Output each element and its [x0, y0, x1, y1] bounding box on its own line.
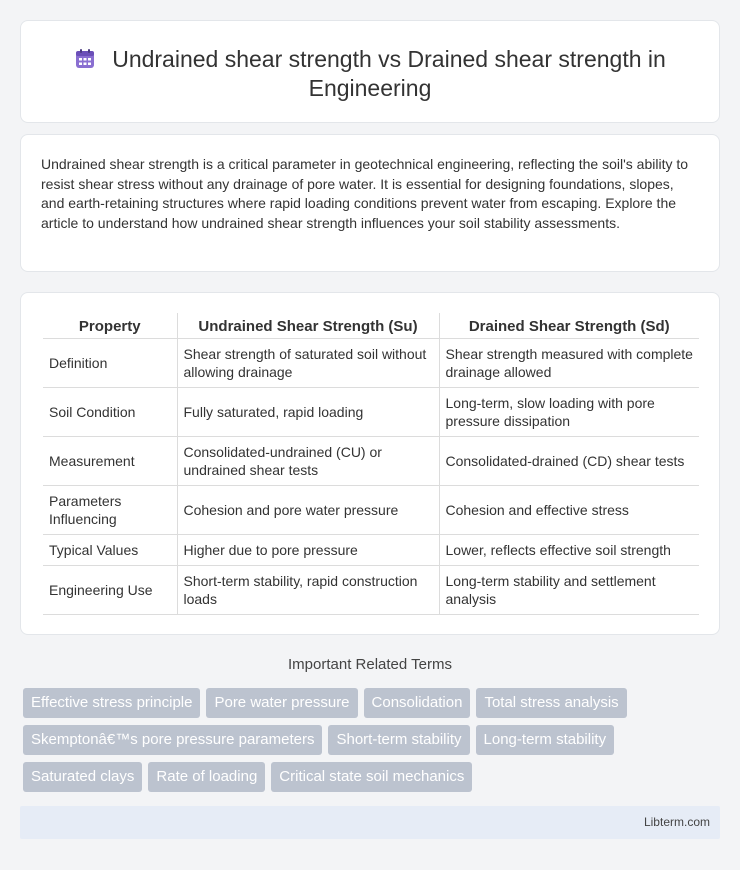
cell-drained: Lower, reflects effective soil strength: [439, 534, 699, 565]
cell-drained: Long-term, slow loading with pore pressure dissipation: [439, 387, 699, 436]
intro-paragraph: Undrained shear strength is a critical parameter in geotechnical engineering, reflecting the soil's ability to resist shear stress without any drainage of pore water. It is essential for designing foundations, slopes, and earth-retaining structures where rapid loading conditions prevent water from escaping. Explore the article to understand how undrained shear strength influences your soil stability assessments.: [41, 156, 689, 231]
cell-undrained: Cohesion and pore water pressure: [177, 485, 439, 534]
table-row: [43, 485, 699, 534]
cell-undrained: Fully saturated, rapid loading: [177, 387, 439, 436]
comparison-table: [43, 313, 699, 615]
intro-card: [20, 134, 720, 272]
cell-undrained: Shear strength of saturated soil without allowing drainage: [177, 338, 439, 387]
tag-saturated-clays[interactable]: Saturated clays: [23, 762, 142, 792]
related-terms-list: [23, 688, 703, 792]
page-title: [21, 45, 719, 103]
header-property: Property: [43, 313, 177, 338]
cell-property: Measurement: [43, 436, 177, 485]
table-row: [43, 338, 699, 387]
tag-pore-water-pressure[interactable]: Pore water pressure: [206, 688, 357, 718]
tag-critical-state-soil-mechanics[interactable]: Critical state soil mechanics: [271, 762, 472, 792]
table-header-row: [43, 313, 699, 338]
cell-property: Engineering Use: [43, 565, 177, 614]
comparison-card: [20, 292, 720, 635]
related-terms-heading: Important Related Terms: [288, 656, 452, 673]
header-drained: Drained Shear Strength (Sd): [439, 313, 699, 338]
tag-long-term-stability[interactable]: Long-term stability: [476, 725, 615, 755]
cell-drained: Consolidated-drained (CD) shear tests: [439, 436, 699, 485]
table-row: [43, 534, 699, 565]
title-line-2: Engineering: [308, 75, 432, 101]
title-card: [20, 20, 720, 123]
title-line-1: Undrained shear strength vs Drained shear strength in: [112, 46, 666, 72]
cell-property: Soil Condition: [43, 387, 177, 436]
header-undrained: Undrained Shear Strength (Su): [177, 313, 439, 338]
cell-undrained: Consolidated-undrained (CU) or undrained shear tests: [177, 436, 439, 485]
tag-consolidation[interactable]: Consolidation: [364, 688, 471, 718]
tag-effective-stress-principle[interactable]: Effective stress principle: [23, 688, 200, 718]
cell-property: Parameters Influencing: [43, 485, 177, 534]
footer: [20, 806, 720, 839]
table-row: [43, 565, 699, 614]
table-row: [43, 436, 699, 485]
cell-drained: Cohesion and effective stress: [439, 485, 699, 534]
cell-undrained: Higher due to pore pressure: [177, 534, 439, 565]
table-row: [43, 387, 699, 436]
tag-skempton-pore-pressure-parameters[interactable]: Skemptonâ€™s pore pressure parameters: [23, 725, 322, 755]
cell-property: Typical Values: [43, 534, 177, 565]
tag-short-term-stability[interactable]: Short-term stability: [328, 725, 469, 755]
tag-total-stress-analysis[interactable]: Total stress analysis: [476, 688, 626, 718]
calendar-icon: [74, 48, 96, 70]
cell-drained: Long-term stability and settlement analysis: [439, 565, 699, 614]
cell-undrained: Short-term stability, rapid construction loads: [177, 565, 439, 614]
footer-site-link[interactable]: Libterm.com: [643, 815, 710, 829]
cell-drained: Shear strength measured with complete drainage allowed: [439, 338, 699, 387]
tag-rate-of-loading[interactable]: Rate of loading: [148, 762, 265, 792]
cell-property: Definition: [43, 338, 177, 387]
